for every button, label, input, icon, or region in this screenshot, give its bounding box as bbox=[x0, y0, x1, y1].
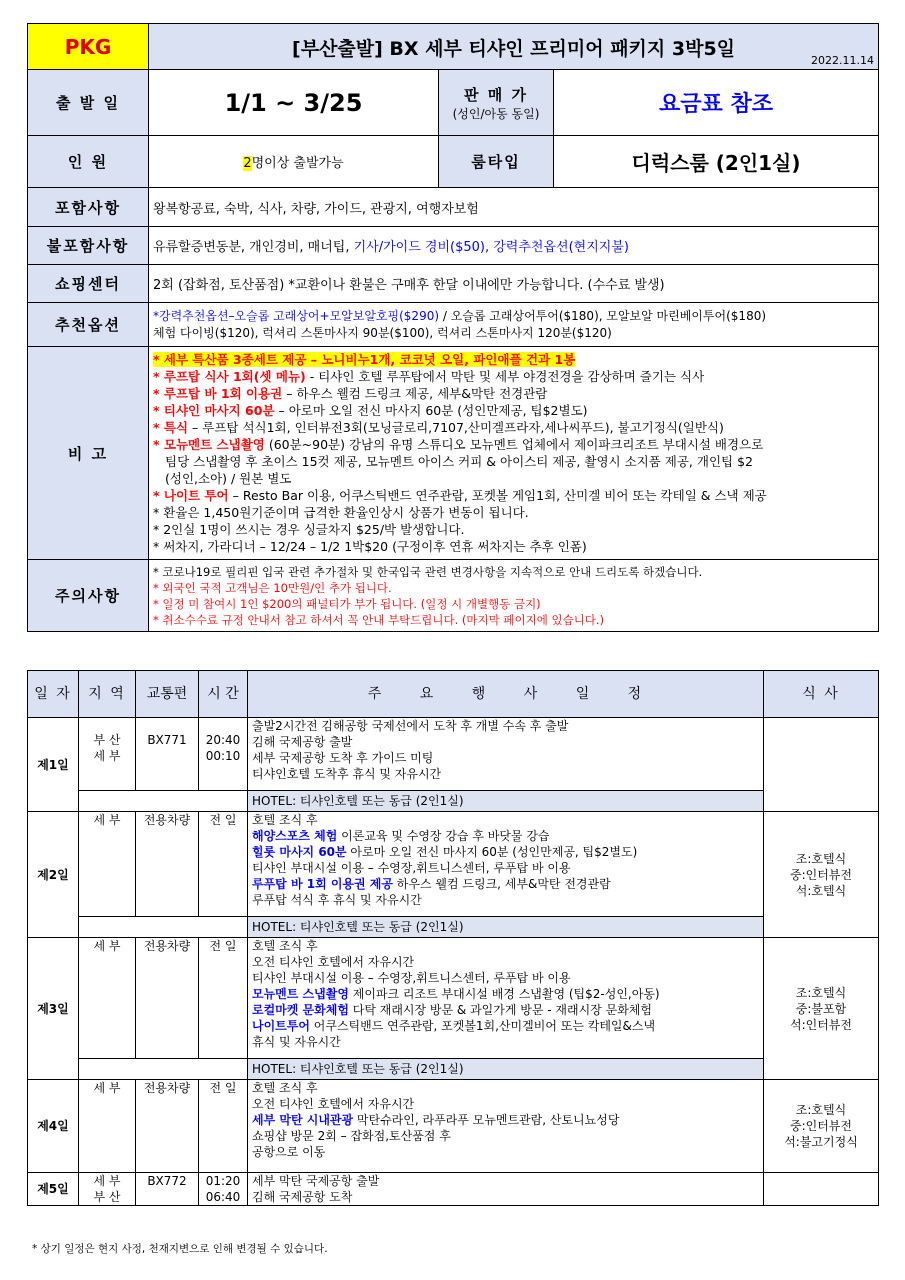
caution-label: 주의사항 bbox=[28, 560, 149, 632]
schedule-line: 호텔 조식 후 bbox=[252, 939, 318, 953]
remark-text: – 하우스 웰컴 드링크 제공, 세부&막탄 전경관람 bbox=[282, 386, 548, 401]
activity-highlight: 로컬마켓 문화체험 bbox=[252, 1003, 349, 1017]
blank bbox=[79, 917, 248, 938]
meal-lunch: 중:인터뷰전 bbox=[789, 1119, 852, 1133]
caution-line: * 취소수수료 규정 안내서 참고 하셔서 꼭 안내 부탁드립니다. (마지막 페이지에 있습니다.) bbox=[153, 612, 605, 627]
schedule-line: 호텔 조식 후 bbox=[252, 1081, 318, 1095]
schedule-line bbox=[252, 1018, 759, 1034]
remark-line bbox=[153, 487, 874, 504]
activity-text: 막탄슈라인, 라푸라푸 모뉴멘트관람, 산토니뇨성당 bbox=[353, 1113, 620, 1127]
activity-highlight: 모뉴멘트 스냅촬영 bbox=[252, 987, 349, 1001]
col-region: 지 역 bbox=[79, 671, 136, 718]
transport: 전용차량 bbox=[136, 938, 199, 1059]
region: 세 부 bbox=[79, 1080, 136, 1173]
schedule-line bbox=[252, 986, 759, 1002]
include-value: 왕복항공료, 숙박, 식사, 차량, 가이드, 관광지, 여행자보험 bbox=[149, 188, 879, 227]
remark-line bbox=[153, 436, 874, 453]
price-label: 판 매 가 bbox=[464, 85, 528, 104]
time: 전 일 bbox=[199, 1080, 248, 1173]
meal bbox=[764, 1173, 879, 1206]
meal bbox=[764, 718, 879, 812]
hotel-row bbox=[28, 1059, 879, 1080]
transport: 전용차량 bbox=[136, 812, 199, 917]
caution-line: * 코로나19로 필리핀 입국 관련 추가절차 및 한국입국 관련 변경사항을 지속적으로 안내 드리도록 하겠습니다. bbox=[153, 564, 703, 579]
remark-highlight: * 특식 bbox=[153, 420, 189, 435]
pkg-label: PKG bbox=[28, 24, 149, 70]
meal bbox=[764, 1080, 879, 1173]
schedule bbox=[248, 1080, 764, 1173]
schedule-line bbox=[252, 828, 759, 844]
caution-content bbox=[149, 560, 879, 632]
schedule-line: 공항으로 이동 bbox=[252, 1145, 326, 1159]
schedule-line bbox=[252, 844, 759, 860]
activity-highlight: 해양스포츠 체험 bbox=[252, 829, 338, 843]
time-depart: 20:40 bbox=[205, 733, 241, 747]
remark-highlight: * 루프탑 바 1회 이용권 bbox=[153, 386, 283, 401]
activity-highlight: 루푸탑 바 1회 이용권 제공 bbox=[252, 877, 393, 891]
remark-highlight: * 나이트 투어 bbox=[153, 488, 229, 503]
people-value-text: 명이상 출발가능 bbox=[251, 156, 344, 171]
time: 전 일 bbox=[199, 812, 248, 917]
activity-text: 하우스 웰컴 드링크, 세부&막탄 전경관람 bbox=[392, 877, 611, 891]
remark-line bbox=[153, 402, 874, 419]
col-schedule: 주 요 행 사 일 정 bbox=[248, 671, 764, 718]
schedule-line: 티샤인호텔 도착후 휴식 및 자유시간 bbox=[252, 767, 442, 781]
time bbox=[199, 1173, 248, 1206]
remark-gift: * 세부 특산품 3종세트 제공 – 노니비누1개, 코코넛 오일, 파인애플 건과 1봉 bbox=[153, 352, 576, 367]
schedule-line: 세부 막탄 국제공항 출발 bbox=[252, 1174, 380, 1188]
remark-line: * 2인실 1명이 쓰시는 경우 싱글차지 $25/박 발생합니다. bbox=[153, 522, 465, 537]
itinerary-table bbox=[27, 670, 879, 1206]
remarks-label: 비 고 bbox=[28, 347, 149, 560]
remark-text: – 루프탑 석식1회, 인터뷰전3회(모닝글로리,7107,산미겔프라자,세나씨푸드), 불고기정식(일반식) bbox=[188, 420, 724, 435]
time bbox=[199, 718, 248, 791]
meal-lunch: 중:불포함 bbox=[795, 1001, 847, 1016]
price-sub-label: (성인/아동 동일) bbox=[452, 106, 540, 121]
hotel-row bbox=[28, 917, 879, 938]
remark-highlight: * 모뉴멘트 스냅촬영 bbox=[153, 437, 265, 452]
remark-line bbox=[153, 419, 874, 436]
remark-line bbox=[153, 351, 874, 368]
remark-text: - 티샤인 호텔 루푸탑에서 막탄 및 세부 야경전경을 감상하며 즐기는 식사 bbox=[305, 369, 705, 384]
price-label-cell bbox=[439, 70, 554, 136]
blank bbox=[79, 1059, 248, 1080]
activity-text: 이론교육 및 수영장 강습 후 바닷물 강습 bbox=[337, 829, 550, 843]
itinerary-header-row bbox=[28, 671, 879, 718]
remark-line: * 환율은 1,450원기준이며 급격한 환율인상시 상품가 변동이 됩니다. bbox=[153, 505, 529, 520]
remark-highlight: * 루프탑 식사 1회(셋 메뉴) bbox=[153, 369, 306, 384]
remark-line bbox=[153, 368, 874, 385]
time-arrive: 00:10 bbox=[205, 749, 241, 763]
col-day: 일 자 bbox=[28, 671, 79, 718]
meal-lunch: 중:인터뷰전 bbox=[789, 867, 852, 882]
meal bbox=[764, 938, 879, 1080]
people-min-count: 2 bbox=[243, 156, 252, 171]
remark-text: (60분~90분) 강남의 유명 스튜디오 모뉴멘트 업체에서 제이파크리조트 부대시설 배경으로 bbox=[264, 437, 764, 452]
schedule-line: 호텔 조식 후 bbox=[252, 813, 318, 827]
schedule bbox=[248, 812, 764, 917]
schedule-line: 루푸탑 석식 후 휴식 및 자유시간 bbox=[252, 893, 422, 907]
meal-breakfast: 조:호텔식 bbox=[795, 851, 847, 866]
exclude-label: 불포함사항 bbox=[28, 227, 149, 265]
title-cell bbox=[149, 24, 879, 70]
region-from: 세 부 bbox=[93, 1174, 121, 1188]
meal-dinner: 석:인터뷰전 bbox=[789, 1017, 852, 1032]
region: 세 부 bbox=[79, 938, 136, 1059]
package-info-table bbox=[27, 23, 879, 632]
activity-highlight: 세부 막탄 시내관광 bbox=[252, 1113, 354, 1127]
document-date: 2022.11.14 bbox=[811, 54, 875, 67]
people-value bbox=[149, 136, 439, 188]
schedule-line: 휴식 및 자유시간 bbox=[252, 1035, 341, 1049]
room-label: 룸타입 bbox=[439, 136, 554, 188]
col-transport: 교통편 bbox=[136, 671, 199, 718]
remark-line bbox=[153, 385, 874, 402]
departure-value: 1/1 ~ 3/25 bbox=[149, 70, 439, 136]
table-row bbox=[28, 812, 879, 917]
transport: BX772 bbox=[136, 1173, 199, 1206]
hotel-info: HOTEL: 티샤인호텔 또는 동급 (2인1실) bbox=[248, 791, 764, 812]
include-label: 포함사항 bbox=[28, 188, 149, 227]
option-label: 추천옵션 bbox=[28, 303, 149, 347]
remark-line: 팀당 스냅촬영 후 초이스 15컷 제공, 모뉴멘트 아이스 커피 & 아이스티 제공, 촬영시 소지품 제공, 개인팁 $2 bbox=[165, 454, 753, 469]
exclude-value bbox=[149, 227, 879, 265]
shop-value: 2회 (잡화점, 토산품점) *교환이나 환불은 구매후 한달 이내에만 가능합니다. (수수료 발생) bbox=[149, 265, 879, 303]
day-1: 제1일 bbox=[28, 718, 79, 812]
schedule-line: 세부 국제공항 도착 후 가이드 미팅 bbox=[252, 751, 434, 765]
activity-text: 어쿠스틱밴드 연주관람, 포켓볼1회,산미겔비어 또는 칵테일&스낵 bbox=[309, 1019, 656, 1033]
room-value: 디럭스룸 (2인1실) bbox=[554, 136, 879, 188]
meal-dinner: 석:불고기정식 bbox=[784, 1135, 858, 1149]
remark-line: * 써차지, 가라디너 – 12/24 – 1/2 1박$20 (구정이후 연휴 써차지는 추후 인폼) bbox=[153, 539, 587, 554]
day-4: 제4일 bbox=[28, 1080, 79, 1173]
remark-text: – 아로마 오일 전신 마사지 60분 (성인만제공, 팁$2별도) bbox=[274, 403, 588, 418]
option-line-1-rest: / 오슬롭 고래상어투어($180), 모알보알 마린베이투어($180) bbox=[439, 308, 767, 323]
schedule bbox=[248, 1173, 764, 1206]
schedule bbox=[248, 938, 764, 1059]
meal-breakfast: 조:호텔식 bbox=[795, 1103, 847, 1117]
schedule-line: 오전 티샤인 호텔에서 자유시간 bbox=[252, 1097, 415, 1111]
day-2: 제2일 bbox=[28, 812, 79, 938]
blank bbox=[79, 791, 248, 812]
footnote: * 상기 일정은 현지 사정, 천재지변으로 인해 변경될 수 있습니다. bbox=[32, 1243, 328, 1255]
people-label: 인 원 bbox=[28, 136, 149, 188]
shop-label: 쇼핑센터 bbox=[28, 265, 149, 303]
option-recommended: *강력추천옵션–오슬롭 고래상어+모알보알호핑($290) bbox=[153, 308, 440, 323]
schedule-line bbox=[252, 1002, 759, 1018]
day-3: 제3일 bbox=[28, 938, 79, 1080]
region-to: 부 산 bbox=[93, 1190, 121, 1204]
departure-label: 출 발 일 bbox=[28, 70, 149, 136]
schedule-line: 티샤인 부대시설 이용 – 수영장,휘트니스센터, 루푸탑 바 이용 bbox=[252, 971, 571, 985]
region bbox=[79, 1173, 136, 1206]
schedule-line: 오전 티샤인 호텔에서 자유시간 bbox=[252, 955, 415, 969]
option-value bbox=[149, 303, 879, 347]
hotel-row bbox=[28, 791, 879, 812]
hotel-info: HOTEL: 티샤인호텔 또는 동급 (2인1실) bbox=[248, 917, 764, 938]
region: 세 부 bbox=[79, 812, 136, 917]
caution-line: * 외국인 국적 고객님은 10만원/인 추가 됩니다. bbox=[153, 580, 392, 595]
time-arrive: 06:40 bbox=[205, 1190, 241, 1204]
meal bbox=[764, 812, 879, 938]
col-time: 시 간 bbox=[199, 671, 248, 718]
schedule-line: 출발2시간전 김해공항 국제선에서 도착 후 개별 수속 후 출발 bbox=[252, 719, 569, 733]
schedule bbox=[248, 718, 764, 791]
table-row bbox=[28, 938, 879, 1059]
region-to: 세 부 bbox=[93, 749, 121, 763]
caution-line: * 일정 미 참여시 1인 $200의 패널티가 부가 됩니다. (일정 시 개별행동 금지) bbox=[153, 596, 541, 611]
table-row bbox=[28, 1080, 879, 1173]
activity-text: 아로마 오일 전신 마사지 60분 (성인만제공, 팁$2별도) bbox=[346, 845, 638, 859]
time: 전 일 bbox=[199, 938, 248, 1059]
option-line-2: 체험 다이빙($120), 럭셔리 스톤마사지 90분($100), 럭셔리 스톤마사지 120분($120) bbox=[153, 325, 612, 340]
exclude-value-a: 유류할증변동분, 개인경비, 매너팁, bbox=[153, 240, 354, 255]
remark-text: – Resto Bar 이용, 어쿠스틱밴드 연주관람, 포켓볼 게임1회, 산미겔 비어 또는 칵테일 & 스낵 제공 bbox=[228, 488, 767, 503]
meal-breakfast: 조:호텔식 bbox=[795, 985, 847, 1000]
package-title: [부산출발] BX 세부 티샤인 프리미어 패키지 3박5일 bbox=[292, 38, 736, 60]
transport: BX771 bbox=[136, 718, 199, 791]
schedule-line: 티샤인 부대시설 이용 – 수영장,휘트니스센터, 루푸탑 바 이용 bbox=[252, 861, 571, 875]
transport: 전용차량 bbox=[136, 1080, 199, 1173]
schedule-line: 김해 국제공항 출발 bbox=[252, 735, 353, 749]
price-value: 요금표 참조 bbox=[554, 70, 879, 136]
col-meal: 식 사 bbox=[764, 671, 879, 718]
table-row bbox=[28, 718, 879, 791]
remarks-content bbox=[149, 347, 879, 560]
table-row bbox=[28, 1173, 879, 1206]
hotel-info: HOTEL: 티샤인호텔 또는 동급 (2인1실) bbox=[248, 1059, 764, 1080]
region-from: 부 산 bbox=[93, 733, 121, 747]
activity-text: 제이파크 리조트 부대시설 배경 스냅촬영 (팁$2-성인,아동) bbox=[348, 987, 660, 1001]
remark-line: (성인,소아) / 원본 별도 bbox=[165, 471, 292, 486]
schedule-line bbox=[252, 876, 759, 892]
region bbox=[79, 718, 136, 791]
meal-dinner: 석:호텔식 bbox=[795, 883, 847, 898]
exclude-value-b: 기사/가이드 경비($50), 강력추천옵션(현지지불) bbox=[353, 240, 629, 255]
schedule-line: 김해 국제공항 도착 bbox=[252, 1190, 353, 1204]
day-5: 제5일 bbox=[28, 1173, 79, 1206]
schedule-line: 쇼핑샵 방문 2회 – 잡화점,토산품점 후 bbox=[252, 1129, 451, 1143]
schedule-line bbox=[252, 1112, 759, 1128]
option-line-1 bbox=[153, 308, 874, 325]
activity-text: 다탁 재래시장 방문 & 과일가게 방문 - 재래시장 문화체험 bbox=[348, 1003, 652, 1017]
time-depart: 01:20 bbox=[205, 1174, 241, 1188]
remark-highlight: * 티샤인 마사지 60분 bbox=[153, 403, 275, 418]
activity-highlight: 나이트투어 bbox=[252, 1019, 310, 1033]
activity-highlight: 힐롯 마사지 60분 bbox=[252, 845, 347, 859]
